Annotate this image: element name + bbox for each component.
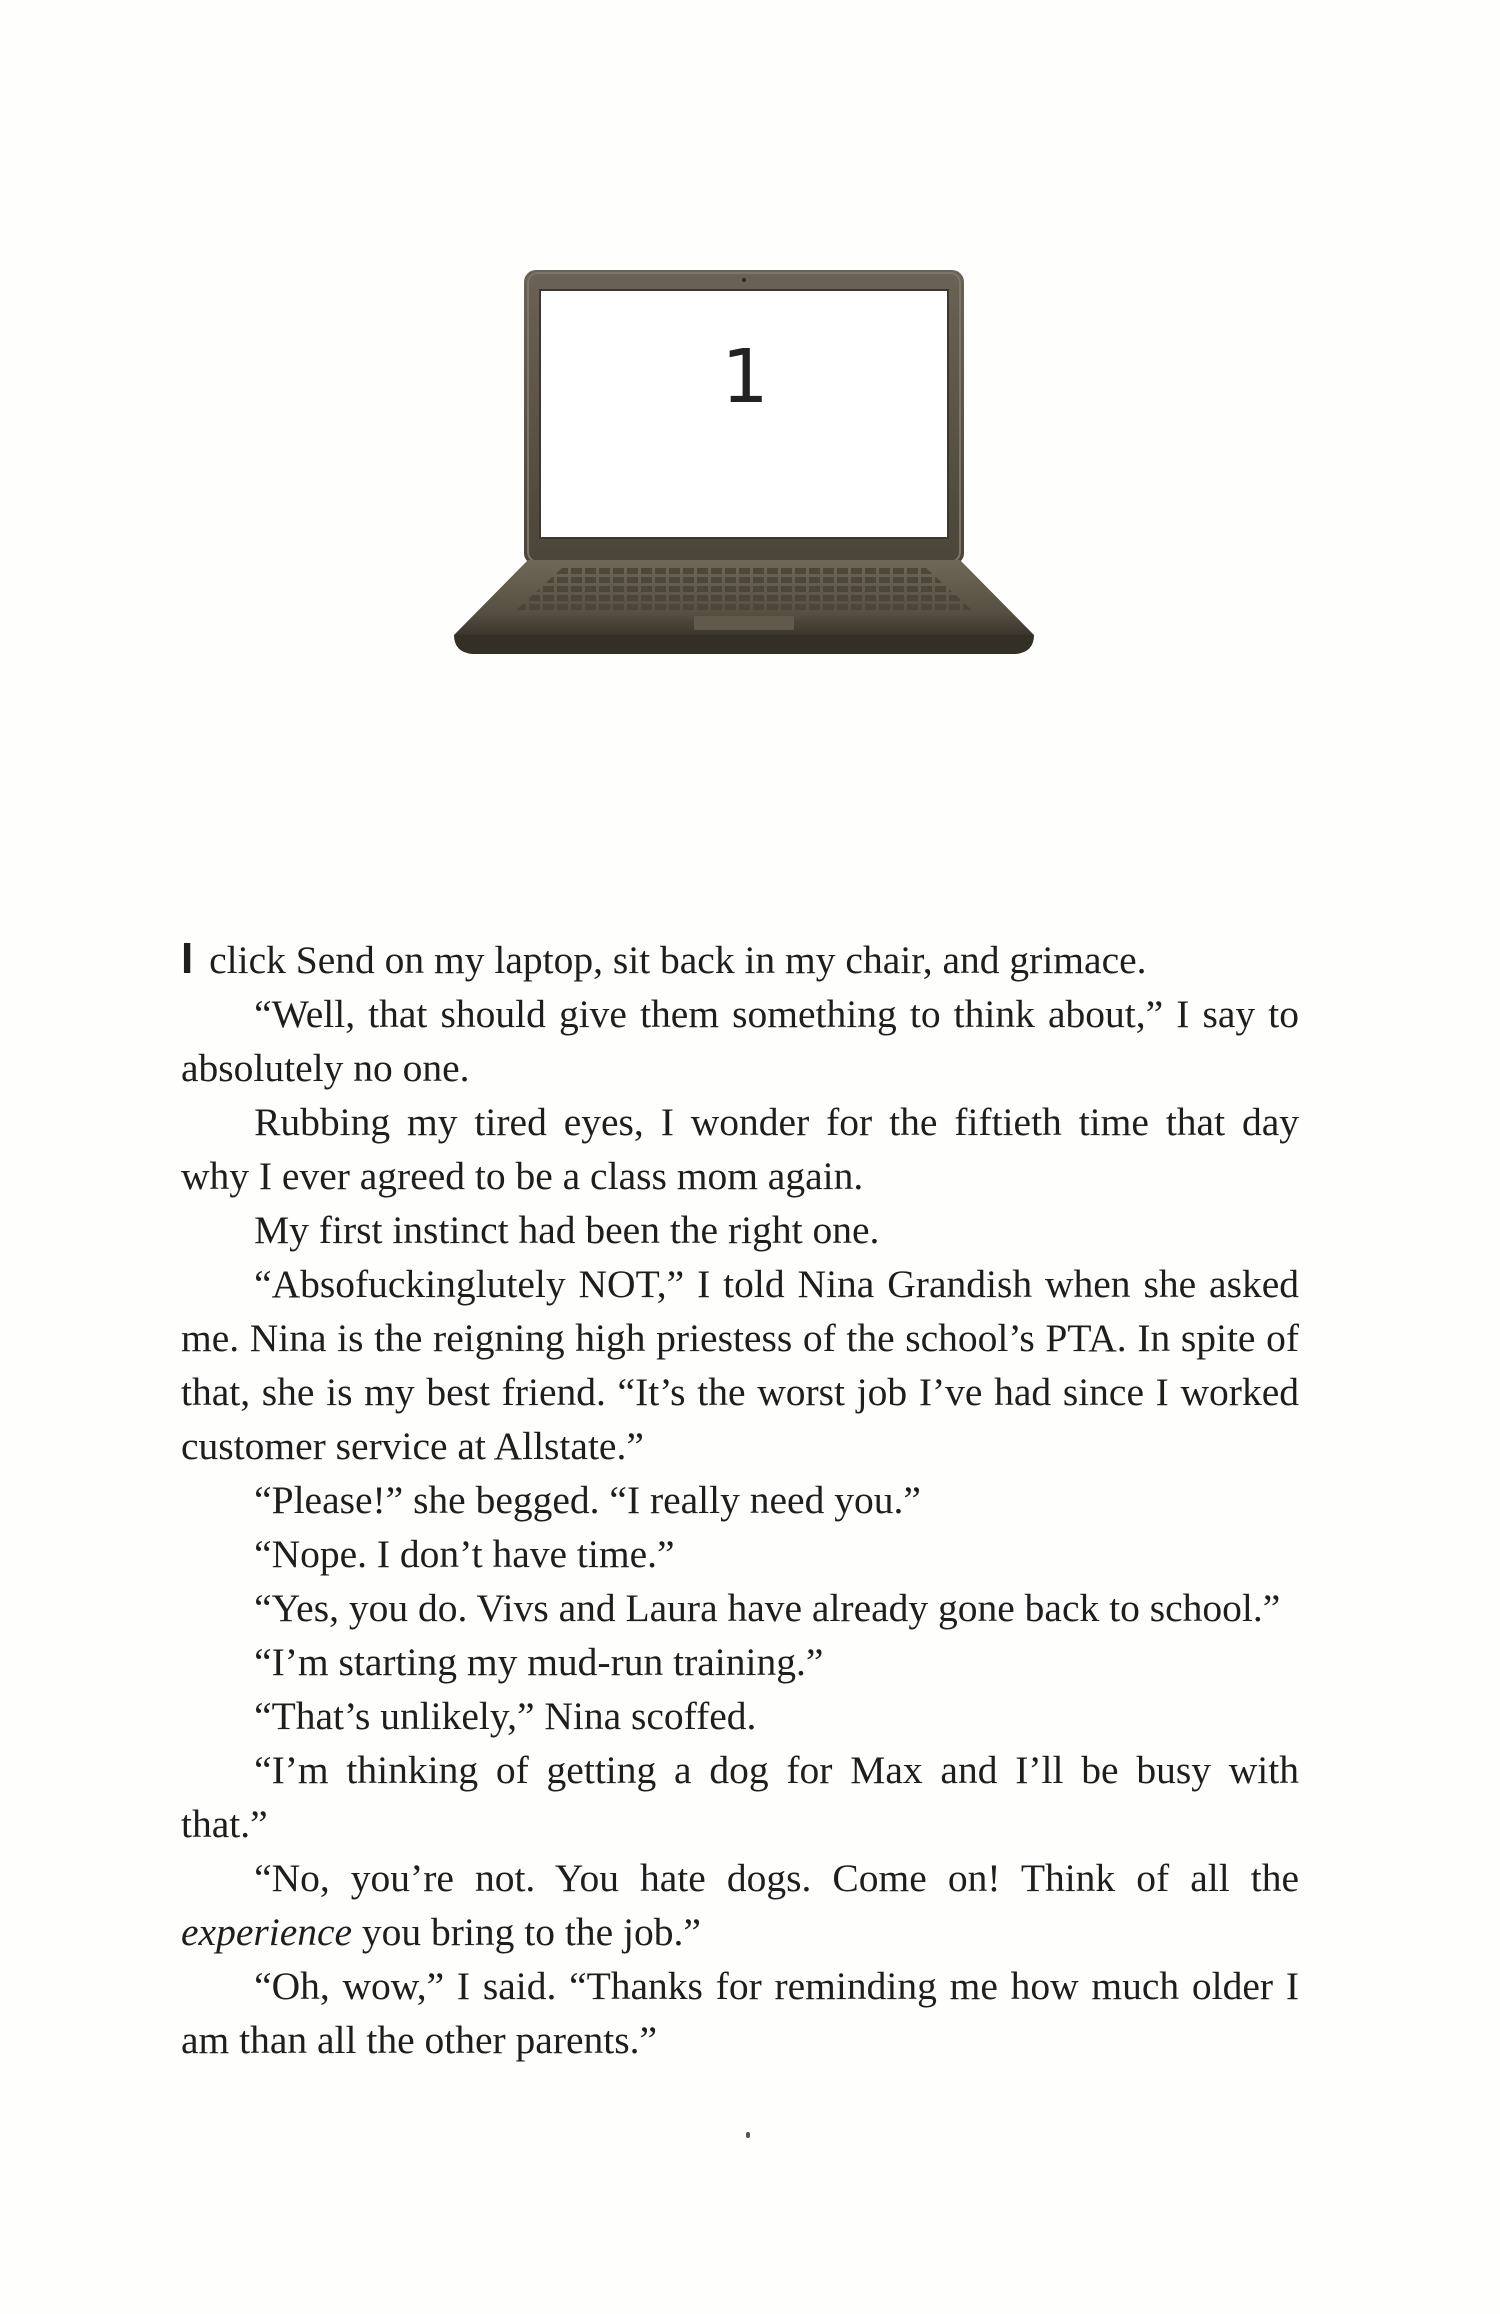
opening-paragraph <box>181 932 1299 987</box>
paragraph: “I’m starting my mud-run training.” <box>254 1640 824 1684</box>
paragraph: “Please!” she begged. “I really need you.” <box>254 1478 921 1522</box>
paragraph: “Oh, wow,” I said. “Thanks for reminding me how much older I am than all the other parents.” <box>181 1964 1299 2062</box>
laptop-icon <box>444 270 1044 660</box>
chapter-number: 1 <box>721 334 769 420</box>
paragraph-text: you bring to the job.” <box>352 1910 701 1954</box>
paragraph: “Well, that should give them something to think about,” I say to absolutely no one. <box>181 992 1299 1090</box>
paragraph: “Yes, you do. Vivs and Laura have already gone back to school.” <box>254 1586 1281 1630</box>
paragraph: “I’m thinking of getting a dog for Max and I’ll be busy with that.” <box>181 1748 1299 1846</box>
opening-text: click Send on my laptop, sit back in my chair, and grimace. <box>199 938 1147 982</box>
paragraph: “That’s unlikely,” Nina scoffed. <box>254 1694 757 1738</box>
drop-cap: I <box>181 934 194 983</box>
paragraph-text: “No, you’re not. You hate dogs. Come on! Think of all the <box>254 1856 1299 1900</box>
chapter-text <box>181 932 1299 2067</box>
paragraph <box>181 1851 1299 1959</box>
paragraph: “Nope. I don’t have time.” <box>254 1532 675 1576</box>
emphasis-text: experience <box>181 1910 353 1954</box>
paragraph: “Absofuckinglutely NOT,” I told Nina Grandish when she asked me. Nina is the reigning high priestess of the school’s PTA. In spite of that, she is my best friend. “It’s the worst job I’ve had since I worked customer service at Allstate.” <box>181 1262 1299 1468</box>
ink-speck <box>746 2132 750 2138</box>
paragraph: Rubbing my tired eyes, I wonder for the fiftieth time that day why I ever agreed to be a class mom again. <box>181 1100 1299 1198</box>
paragraph: My first instinct had been the right one. <box>254 1208 880 1252</box>
